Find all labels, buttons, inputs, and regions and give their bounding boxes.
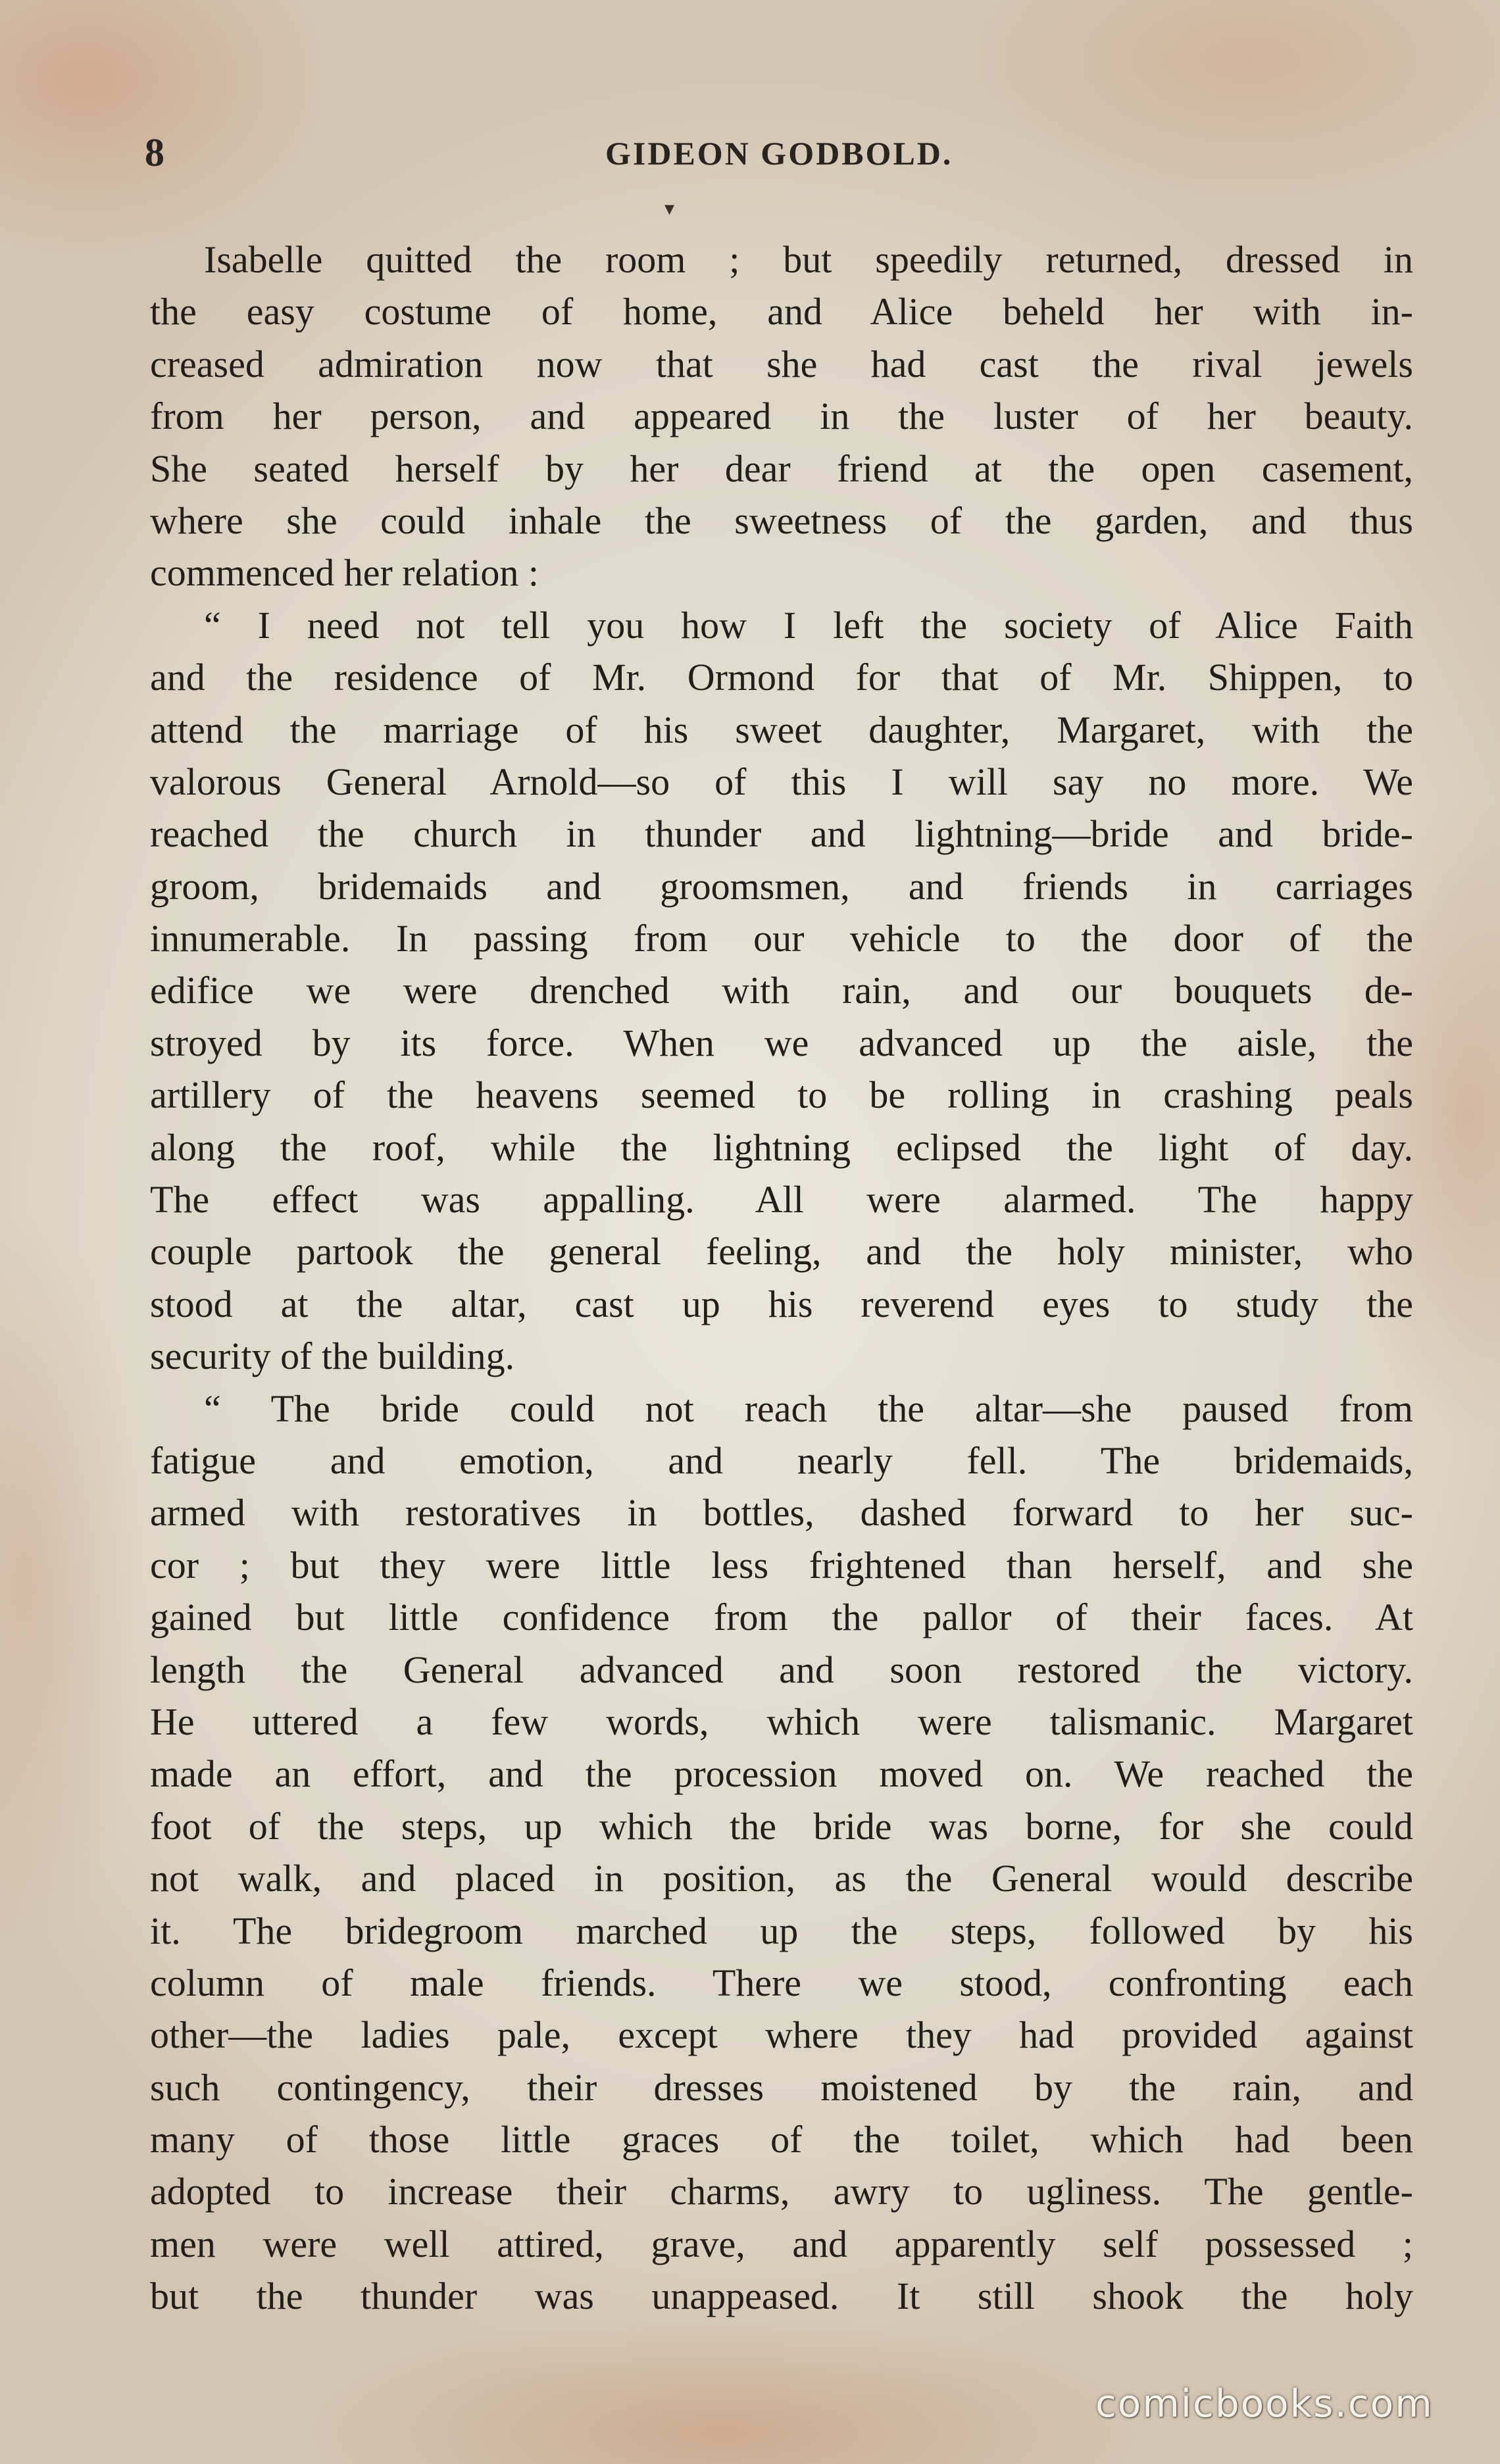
text-line: couple partook the general feeling, and the holy minister, who [150, 1230, 1413, 1273]
text-line: such contingency, their dresses moistened by the rain, and [150, 2065, 1413, 2109]
text-line: other—the ladies pale, except where they had provided against [150, 2013, 1413, 2057]
text-line: adopted to increase their charms, awry to ugliness. The gentle- [150, 2170, 1413, 2213]
text-line: stroyed by its force. When we advanced up the aisle, the [150, 1021, 1413, 1064]
text-line: She seated herself by her dear friend at the open casement, [150, 447, 1413, 490]
text-line: foot of the steps, up which the bride was borne, for she could [150, 1804, 1413, 1848]
page-header [145, 130, 1434, 189]
watermark: comicbooks.com [1095, 2381, 1434, 2426]
text-line: from her person, and appeared in the luster of her beauty. [150, 395, 1413, 438]
text-line: “ The bride could not reach the altar—she paused from [204, 1387, 1413, 1430]
text-line: many of those little graces of the toilet, which had been [150, 2118, 1413, 2161]
text-line: artillery of the heavens seemed to be rolling in crashing peals [150, 1073, 1413, 1117]
text-line: Isabelle quitted the room ; but speedily returned, dressed in [204, 238, 1413, 281]
text-line: where she could inhale the sweetness of the garden, and thus [150, 499, 1413, 542]
text-line: groom, bridemaids and groomsmen, and friends in carriages [150, 864, 1413, 908]
text-line: armed with restoratives in bottles, dashed forward to her suc- [150, 1491, 1413, 1535]
text-line: along the roof, while the lightning eclipsed the light of day. [150, 1125, 1413, 1169]
text-line: “ I need not tell you how I left the society of Alice Faith [204, 603, 1413, 647]
text-line: cor ; but they were little less frightened than herself, and she [150, 1543, 1413, 1587]
page-number: 8 [145, 131, 164, 174]
body-text [150, 234, 1413, 2323]
text-line: innumerable. In passing from our vehicle to the door of the [150, 917, 1413, 960]
text-line: He uttered a few words, which were talismanic. Margaret [150, 1700, 1413, 1743]
text-line: The effect was appalling. All were alarmed. The happy [150, 1178, 1413, 1221]
text-line: made an effort, and the procession moved on. We reached the [150, 1752, 1413, 1796]
text-line: reached the church in thunder and lightning—bride and bride- [150, 812, 1413, 856]
text-line: stood at the altar, cast up his reverend eyes to study the [150, 1282, 1413, 1325]
text-line: gained but little confidence from the pallor of their faces. At [150, 1596, 1413, 1639]
text-line: not walk, and placed in position, as the General would describe [150, 1857, 1413, 1900]
text-line: column of male friends. There we stood, confronting each [150, 1961, 1413, 2004]
text-line: fatigue and emotion, and nearly fell. The bridemaids, [150, 1439, 1413, 1482]
text-line: commenced her relation : [150, 551, 539, 595]
text-line: attend the marriage of his sweet daughter, Margaret, with the [150, 708, 1413, 751]
text-line: length the General advanced and soon restored the victory. [150, 1648, 1413, 1691]
ornament-mark: ▾ [664, 198, 675, 220]
running-head: GIDEON GODBOLD. [605, 135, 953, 172]
text-line: the easy costume of home, and Alice beheld her with in- [150, 290, 1413, 333]
text-line: valorous General Arnold—so of this I will say no more. We [150, 760, 1413, 803]
text-line: edifice we were drenched with rain, and our bouquets de- [150, 969, 1413, 1012]
text-line: and the residence of Mr. Ormond for that of Mr. Shippen, to [150, 656, 1413, 699]
text-line: it. The bridegroom marched up the steps, followed by his [150, 1909, 1413, 1952]
text-line: men were well attired, grave, and apparently self possessed ; [150, 2222, 1413, 2265]
text-line: but the thunder was unappeased. It still shook the holy [150, 2275, 1413, 2318]
text-line: creased admiration now that she had cast the rival jewels [150, 342, 1413, 385]
text-line: security of the building. [150, 1335, 515, 1378]
